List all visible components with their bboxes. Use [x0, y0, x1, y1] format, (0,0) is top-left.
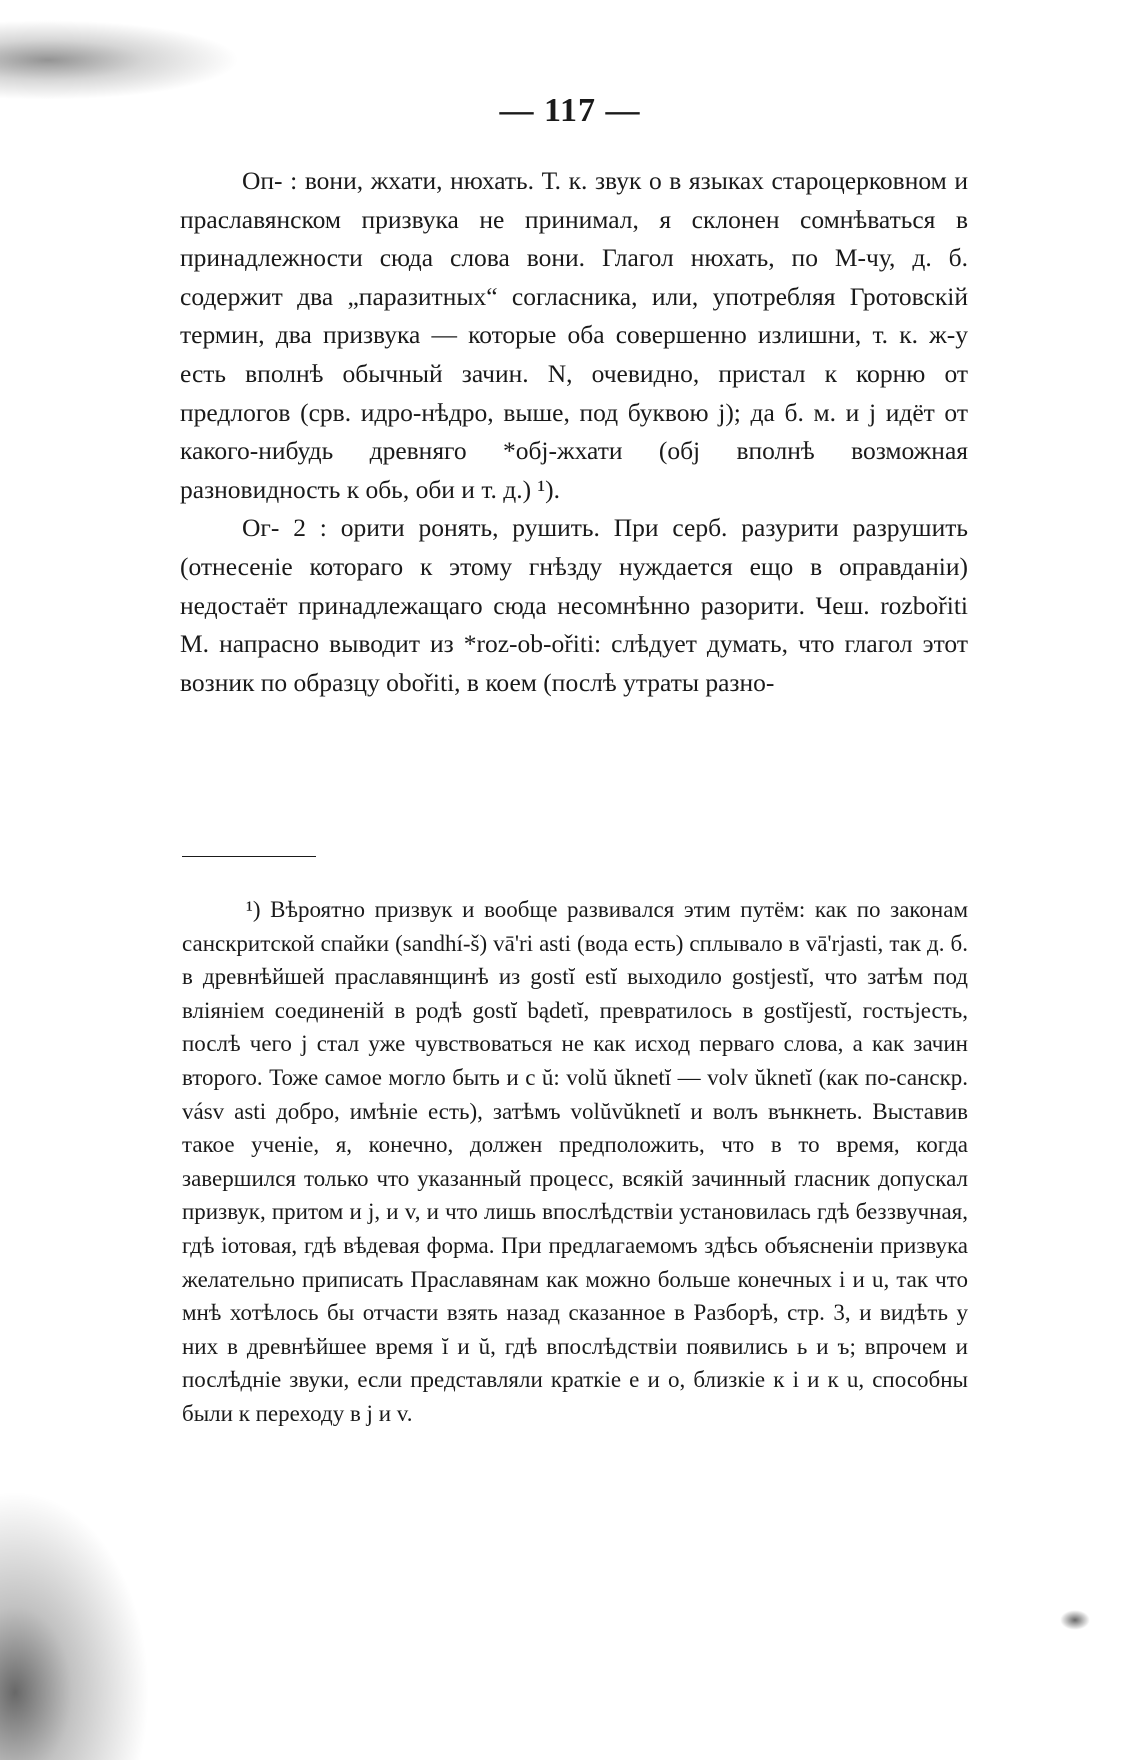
footnote [182, 893, 968, 1431]
scan-smudge-top-left [0, 20, 240, 100]
scan-smudge-bottom-right [1060, 1610, 1090, 1630]
footnote-text: ¹) Вѣроятно призвук и вообще развивался этим путём: как по законам санскритской спайки (sandhí-š) vā'ri asti (вода есть) сплывало в vā'rjasti, так д. б. в древнѣйшей праславянщинѣ из gostĭ estĭ выходило gostjestĭ, что затѣм под вліяніем соединеній в родѣ gostĭ bądetĭ, превратилось в gostĭjestĭ, гостьјесть, послѣ чего j стал уже чувствоваться не как исход перваго слова, а как зачин второго. Тоже самое могло быть и с ŭ: volŭ ŭknetĭ — volv ŭknetĭ (как по-санскр. vásv asti добро, имѣніе есть), затѣмъ volŭvŭknetĭ и волъ вънкнеть. Выставив такое ученіе, я, конечно, должен предположить, что в то время, когда завершился только что указанный процесс, всякій зачинный гласник допускал призвук, притом и j, и v, и что лишь впослѣдствіи установилась гдѣ беззвучная, гдѣ іотовая, гдѣ вѣдевая форма. При предлагаемомъ здѣсь объясненіи призвука желательно приписать Праславянам как можно больше конечных і и u, так что мнѣ хотѣлось бы отчасти взять назад сказанное в Разборѣ, стр. 3, и видѣть у них в древнѣйшее время ĭ и ŭ, гдѣ впослѣдствіи появились ь и ъ; впрочем и послѣдніе звуки, если представляли краткіе е и о, близкіе к і и к u, способны были к переходу в j и v. [182, 897, 968, 1426]
page-number: — 117 — [499, 92, 641, 129]
paragraph-or: Ог- 2 : орити ронять, рушить. При серб. разурити разрушить (отнесеніе котораго к этому гнѣзду нуждается ещо в оправданіи) недостаёт принадлежащаго сюда несомнѣнно разорити. Чеш. rozbořiti М. напрасно выводит из *roz-ob-ořiti: слѣдует думать, что глагол этот возник по образцу obořiti, в коем (послѣ утраты разно- [180, 513, 968, 697]
footnote-divider [182, 856, 316, 857]
main-text [180, 162, 968, 702]
paragraph-op: Оп- : вони, жхати, нюхать. Т. к. звук о в языках староцерковном и праславянском призвука не принимал, я склонен сомнѣваться в принадлежности сюда слова вони. Глагол нюхать, по М-чу, д. б. содержит два „паразитных“ согласника, или, употребляя Гротовскій термин, два призвука — которые оба совершенно излишни, т. к. ж-у есть вполнѣ обычный зачин. N, очевидно, пристал к корню от предлогов (срв. идро-нѣдро, выше, под буквою j); да б. м. и j идёт от какого-нибудь древняго *обj-жхати (обj вполнѣ возможная разновидность к обь, оби и т. д.) ¹). [180, 166, 968, 504]
scan-smudge-bottom-left [0, 1490, 150, 1760]
